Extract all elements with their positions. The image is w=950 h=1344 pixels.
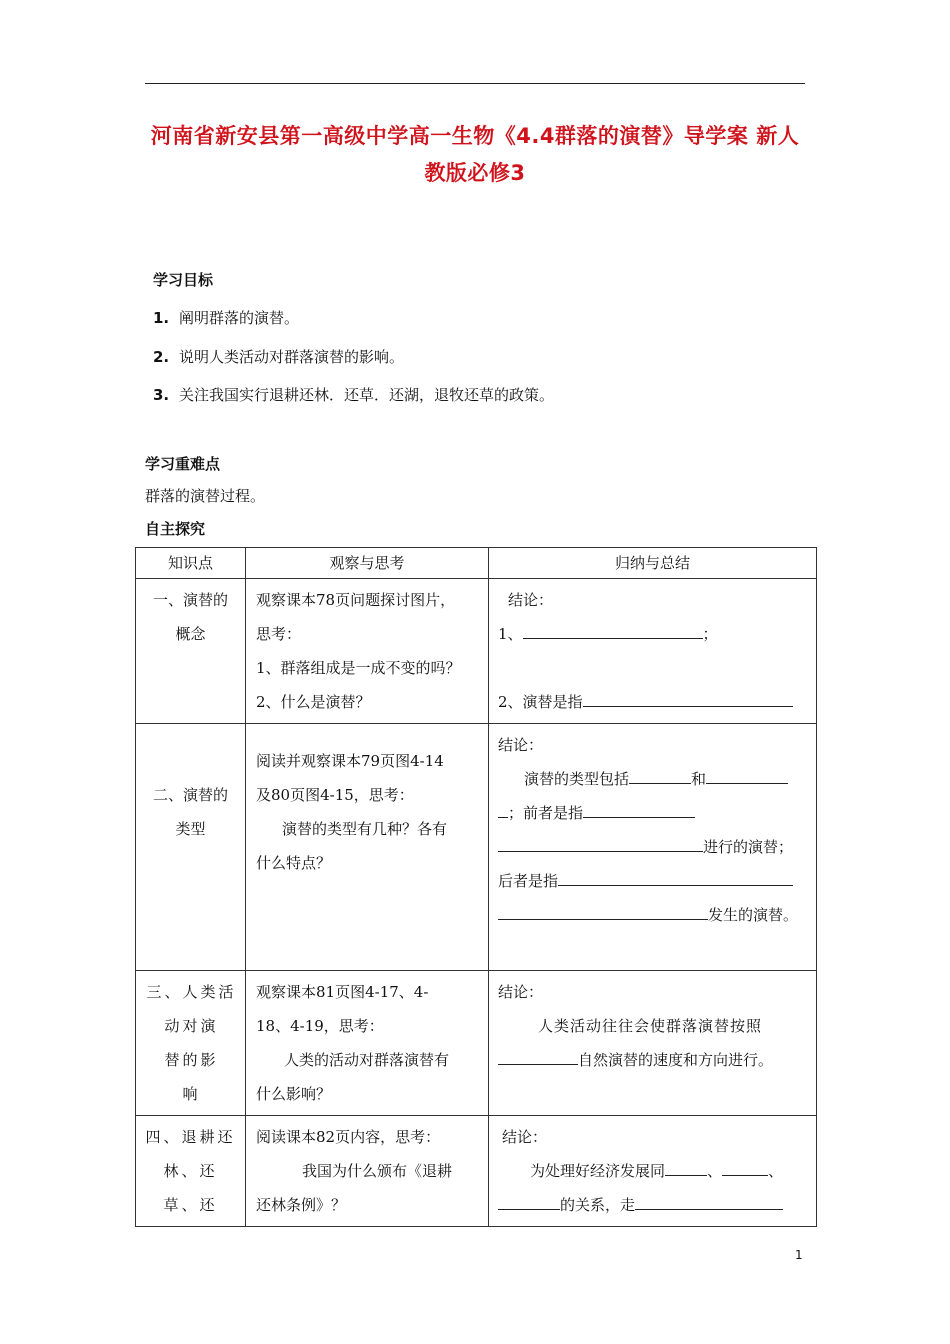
fill-blank[interactable] [583,799,695,818]
fill-blank[interactable] [558,867,793,886]
observe-cell: 观察课本81页图4-17、4- 18、4-19，思考： 人类的活动对群落演替有 什么影响？ [246,971,489,1116]
explore-table [135,547,817,1227]
table-row [136,724,817,971]
table-row [136,971,817,1116]
table-header-row [136,548,817,579]
fill-blank[interactable] [498,901,708,920]
summary-cell: 结论： 人类活动往往会使群落演替按照 自然演替的速度和方向进行。 [489,971,817,1116]
summary-cell: 结论： 1、 ； 2、演替是指 [489,579,817,724]
topic-cell: 一、演替的 概念 [136,579,246,724]
table-row [136,579,817,724]
objective-item: 3. 关注我国实行退耕还林．还草．还湖，退牧还草的政策。 [153,386,555,404]
topic-cell: 三、人类活 动对演 替的影 响 [136,971,246,1116]
topic-cell: 二、演替的 类型 [136,724,246,971]
fill-blank[interactable] [665,1157,707,1176]
fill-blank[interactable] [629,765,691,784]
table-row [136,1116,817,1227]
fill-blank[interactable] [523,620,703,639]
objectives-heading: 学习目标 [153,271,214,289]
fill-blank[interactable] [706,765,788,784]
observe-cell: 阅读并观察课本79页图4-14 及80页图4-15，思考： 演替的类型有几种？各有 什么特点？ [246,724,489,971]
objective-item: 2. 说明人类活动对群落演替的影响。 [153,348,405,366]
fill-blank[interactable] [583,688,793,707]
topic-cell: 四、退耕还 林、还 草、还 [136,1116,246,1227]
summary-cell: 结论： 为处理好经济发展同 、 、 的关系，走 [489,1116,817,1227]
key-points-text: 群落的演替过程。 [145,487,266,505]
title-line-1: 河南省新安县第一高级中学高一生物《4.4群落的演替》导学案 新人 [150,124,800,148]
fill-blank[interactable] [498,1191,560,1210]
fill-blank[interactable] [498,799,508,818]
explore-heading: 自主探究 [145,520,206,538]
key-points-heading: 学习重难点 [145,455,221,473]
summary-cell: 结论： 演替的类型包括 和 ；前者是指 进行的演替； 后者是指 发生的演替。 [489,724,817,971]
fill-blank[interactable] [722,1157,768,1176]
header-observe: 观察与思考 [246,548,489,579]
observe-cell: 观察课本78页问题探讨图片， 思考： 1、群落组成是一成不变的吗？ 2、什么是演替？ [246,579,489,724]
fill-blank[interactable] [498,833,703,852]
header-topic: 知识点 [136,548,246,579]
observe-cell: 阅读课本82页内容，思考： 我国为什么颁布《退耕 还林条例》？ [246,1116,489,1227]
fill-blank[interactable] [635,1191,783,1210]
header-rule [145,83,805,84]
fill-blank[interactable] [498,1046,578,1065]
header-summary: 归纳与总结 [489,548,817,579]
document-title [120,118,830,192]
page-number: 1 [795,1248,803,1262]
title-line-2: 教版必修3 [424,161,526,185]
objective-item: 1. 阐明群落的演替。 [153,309,300,327]
